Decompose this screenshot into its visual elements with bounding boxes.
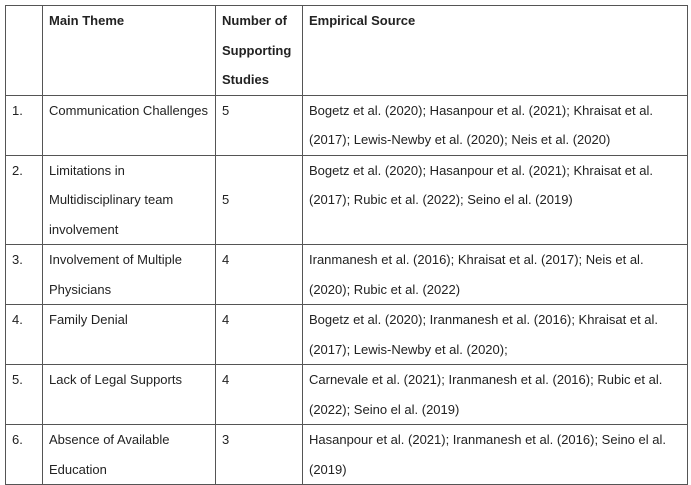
table-row	[6, 155, 688, 245]
header-row	[6, 6, 688, 96]
row-number: 3.	[6, 245, 43, 305]
header-empirical-source: Empirical Source	[303, 6, 688, 96]
row-study-count: 4	[216, 245, 303, 305]
row-study-count: 4	[216, 365, 303, 425]
row-empirical-source: Bogetz et al. (2020); Hasanpour et al. (2021); Khraisat et al. (2017); Rubic et al. (2022); Seino el al. (2019)	[303, 155, 688, 245]
row-number: 2.	[6, 155, 43, 245]
row-study-count: 5	[216, 155, 303, 245]
header-number	[6, 6, 43, 96]
row-theme: Absence of Available Education	[43, 425, 216, 485]
row-theme: Lack of Legal Supports	[43, 365, 216, 425]
row-number: 6.	[6, 425, 43, 485]
row-theme: Involvement of Multiple Physicians	[43, 245, 216, 305]
table-row	[6, 95, 688, 155]
row-theme: Communication Challenges	[43, 95, 216, 155]
row-study-count: 5	[216, 95, 303, 155]
row-empirical-source: Carnevale et al. (2021); Iranmanesh et al. (2016); Rubic et al. (2022); Seino el al. (2019)	[303, 365, 688, 425]
row-number: 5.	[6, 365, 43, 425]
table-row	[6, 365, 688, 425]
table-row	[6, 245, 688, 305]
table-row	[6, 305, 688, 365]
header-supporting-studies: Number of Supporting Studies	[216, 6, 303, 96]
row-number: 4.	[6, 305, 43, 365]
row-empirical-source: Hasanpour et al. (2021); Iranmanesh et al. (2016); Seino el al. (2019)	[303, 425, 688, 485]
themes-table	[5, 5, 688, 485]
table-row	[6, 425, 688, 485]
row-empirical-source: Iranmanesh et al. (2016); Khraisat et al. (2017); Neis et al. (2020); Rubic et al. (2022)	[303, 245, 688, 305]
row-study-count: 4	[216, 305, 303, 365]
row-empirical-source: Bogetz et al. (2020); Hasanpour et al. (2021); Khraisat et al. (2017); Lewis-Newby et al. (2020); Neis et al. (2020)	[303, 95, 688, 155]
row-number: 1.	[6, 95, 43, 155]
row-theme: Limitations in Multidisciplinary team involvement	[43, 155, 216, 245]
row-empirical-source: Bogetz et al. (2020); Iranmanesh et al. (2016); Khraisat et al. (2017); Lewis-Newby et al. (2020);	[303, 305, 688, 365]
row-theme: Family Denial	[43, 305, 216, 365]
row-study-count: 3	[216, 425, 303, 485]
header-main-theme: Main Theme	[43, 6, 216, 96]
